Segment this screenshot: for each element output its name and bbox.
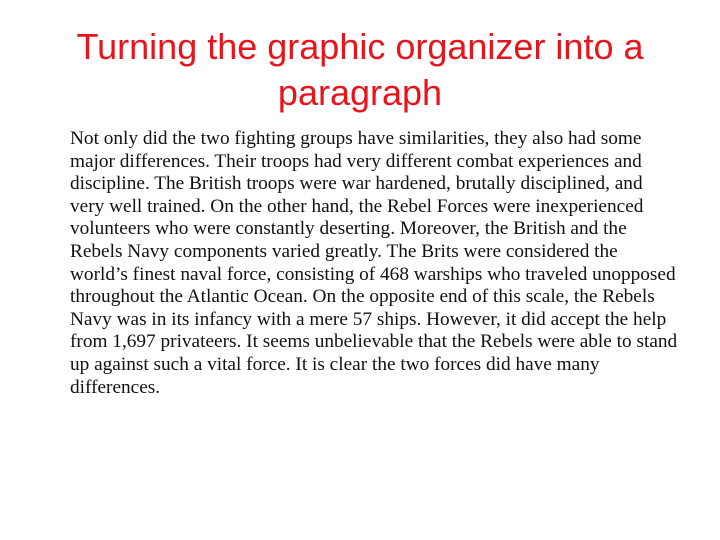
slide-title: Turning the graphic organizer into a paragraph xyxy=(76,26,644,113)
paragraph-text: Not only did the two fighting groups have similarities, they also had some major differences. Their troops had very different combat experiences and discipline. The British troops were war hardened, brutally disciplined, and very well trained. On the other hand, the Rebel Forces were inexperienced volunteers who were constantly deserting. Moreover, the British and the Rebels Navy components varied greatly. The Brits were considered the world’s finest naval force, consisting of 468 warships who traveled unopposed throughout the Atlantic Ocean. On the opposite end of this scale, the Rebels Navy was in its infancy with a mere 57 ships. However, it did accept the help from 1,697 privateers. It seems unbelievable that the Rebels were able to stand up against such a vital force. It is clear the two forces did have many differences. xyxy=(70,128,678,398)
